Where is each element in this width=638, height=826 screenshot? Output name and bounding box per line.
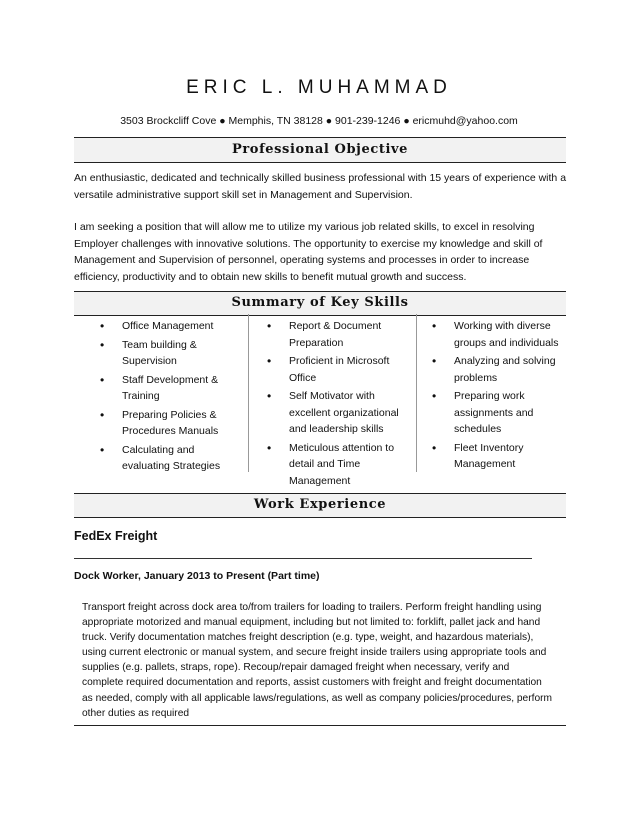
objective-top-rule: [74, 137, 566, 138]
skill-item: • Working with diverse groups and individuals: [432, 318, 562, 351]
objective-bottom-rule: [74, 162, 566, 163]
experience-top-rule: [74, 493, 566, 494]
skill-item: • Meticulous attention to detail and Time Management: [267, 440, 409, 490]
skills-column-2: [267, 318, 409, 491]
skill-item: • Preparing Policies & Procedures Manuals: [100, 407, 230, 440]
skill-item: • Calculating and evaluating Strategies: [100, 442, 230, 475]
skills-column-divider: [248, 314, 249, 472]
skill-item: • Proficient in Microsoft Office: [267, 353, 409, 386]
experience-end-rule: [74, 725, 566, 726]
skills-heading: Summary of Key Skills: [231, 295, 409, 310]
objective-paragraph-1: An enthusiastic, dedicated and technically skilled business professional with 15 years of experience with a versatile administrative support skill set in Management and Supervision.: [74, 172, 567, 201]
skills-column-3: [432, 318, 562, 475]
experience-bottom-rule: [74, 517, 566, 518]
skill-item: • Office Management: [100, 318, 230, 335]
company-name: FedEx Freight: [74, 529, 158, 543]
skill-item: • Preparing work assignments and schedules: [432, 388, 562, 438]
skill-item: • Team building & Supervision: [100, 337, 230, 370]
skills-top-rule: [74, 291, 566, 292]
objective-heading: Professional Objective: [231, 142, 409, 157]
skills-column-1: [100, 318, 230, 477]
contact-line: 3503 Brockcliff Cove ● Memphis, TN 38128 ● 901-239-1246 ● ericmuhd@yahoo.com: [120, 115, 518, 127]
experience-heading: Work Experience: [253, 497, 387, 512]
job-duties: Transport freight across dock area to/from trailers for loading to trailers. Perform freight handling using appropriate motorized and manual equipment, including but not limited to: forklift, pallet jack and hand truck. Verify documentation matches freight description (e.g. type, weight, and hazardous materials), using current electronic or manual system, and secure freight inside trailers using appropriate tools and supplies (e.g. pallets, straps, rope). Recoup/repair damaged freight when necessary, verify and complete required documentation and reports, assist customers with freight and freight documentation as needed, comply with all applicable laws/regulations, as well as company policies/procedures, perform other duties as required: [82, 602, 552, 719]
skill-item: • Report & Document Preparation: [267, 318, 409, 351]
company-underline: [74, 558, 532, 559]
skill-item: • Staff Development & Training: [100, 372, 230, 405]
skill-item: • Fleet Inventory Management: [432, 440, 562, 473]
job-title: Dock Worker, January 2013 to Present (Part time): [74, 570, 320, 582]
skills-bottom-rule: [74, 315, 566, 316]
skills-column-divider: [416, 314, 417, 472]
resume-name: ERIC L. MUHAMMAD: [186, 77, 452, 98]
skill-item: • Analyzing and solving problems: [432, 353, 562, 386]
skill-item: • Self Motivator with excellent organizational and leadership skills: [267, 388, 409, 438]
objective-paragraph-2: I am seeking a position that will allow me to utilize my various job related skills, to excel in resolving Employer challenges with innovative solutions. The opportunity to exercise my knowledge and skill of Management and Supervision of personnel, operating systems and processes in order to increase efficiency, productivity and to obtain new skills to benefit mutual growth and success.: [74, 221, 543, 283]
